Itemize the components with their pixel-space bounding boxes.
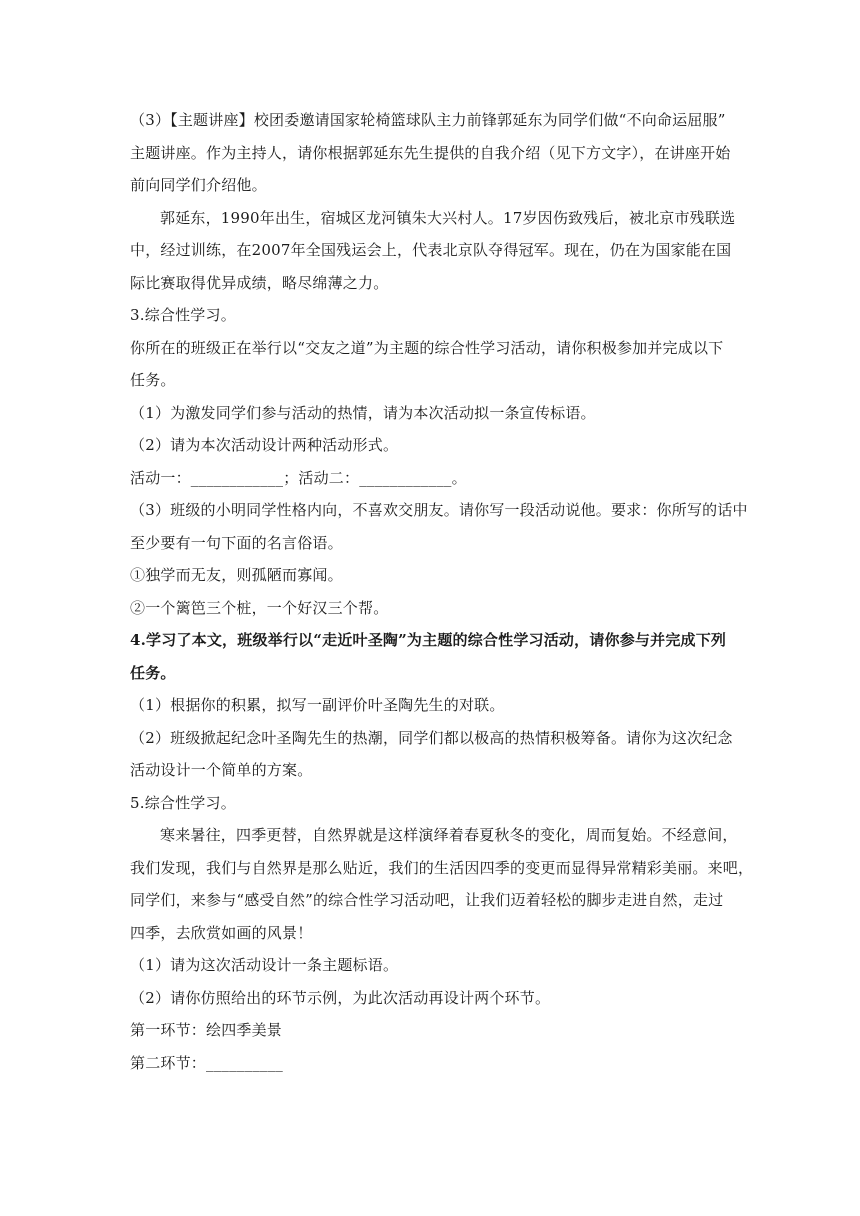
- text-line: 任务。: [130, 663, 176, 682]
- text-line: ②一个篱笆三个桩，一个好汉三个帮。: [130, 598, 389, 617]
- text-line: 主题讲座。作为主持人，请你根据郭延东先生提供的自我介绍（见下方文字），在讲座开始: [130, 143, 731, 162]
- text-line: （2）请为本次活动设计两种活动形式。: [130, 436, 399, 454]
- text-line: 5.综合性学习。: [130, 793, 236, 812]
- text-line: 活动一：____________；活动二：____________。: [130, 468, 467, 487]
- text-line: 你所在的班级正在举行以“交友之道”为主题的综合性学习活动，请你积极参加并完成以下: [130, 338, 724, 357]
- text-line: 活动设计一个简单的方案。: [130, 761, 313, 779]
- text-line: 中，经过训练，在2007年全国残运会上，代表北京队夺得冠军。现在，仍在为国家能在国: [130, 241, 732, 259]
- text-line: 4.学习了本文，班级举行以“走近叶圣陶”为主题的综合性学习活动，请你参与并完成下列: [130, 631, 727, 649]
- text-line: 第二环节：__________: [130, 1053, 284, 1072]
- text-line: 四季，去欣赏如画的风景！: [130, 923, 313, 942]
- text-line: （1）请为这次活动设计一条主题标语。: [130, 956, 399, 974]
- text-line: 至少要有一句下面的名言俗语。: [130, 533, 343, 552]
- text-line: （3）【主题讲座】校团委邀请国家轮椅篮球队主力前锋郭延东为同学们做“不向命运屈服”: [130, 111, 726, 129]
- text-line: （1）为激发同学们参与活动的热情，请为本次活动拟一条宣传标语。: [130, 403, 596, 422]
- text-line: （2）班级掀起纪念叶圣陶先生的热潮，同学们都以极高的热情积极筹备。请你为这次纪念: [130, 728, 733, 747]
- document-body: [130, 104, 754, 1079]
- text-line: 第一环节：绘四季美景: [130, 1021, 283, 1039]
- text-line: 前向同学们介绍他。: [130, 176, 267, 194]
- text-line: 际比赛取得优异成绩，略尽绵薄之力。: [130, 273, 389, 292]
- text-line: 我们发现，我们与自然界是那么贴近，我们的生活因四季的变更而显得异常精彩美丽。来吧，: [130, 858, 754, 877]
- text-line: 3.综合性学习。: [130, 306, 236, 324]
- text-line: （1）根据你的积累，拟写一副评价叶圣陶先生的对联。: [130, 696, 505, 714]
- text-line: （3）班级的小明同学性格内向，不喜欢交朋友。请你写一段活动说他。要求：你所写的话中: [130, 501, 748, 519]
- text-line: 郭延东，1990年出生，宿城区龙河镇朱大兴村人。17岁因伤致残后，被北京市残联选: [160, 208, 736, 227]
- text-line: 任务。: [130, 371, 176, 389]
- text-line: ①独学而无友，则孤陋而寡闻。: [130, 566, 343, 584]
- text-line: 寒来暑往，四季更替，自然界就是这样演绎着春夏秋冬的变化，周而复始。不经意间，: [160, 826, 738, 844]
- text-line: （2）请你仿照给出的环节示例，为此次活动再设计两个环节。: [130, 988, 551, 1007]
- text-line: 同学们，来参与“感受自然”的综合性学习活动吧，让我们迈着轻松的脚步走进自然，走过: [130, 891, 724, 909]
